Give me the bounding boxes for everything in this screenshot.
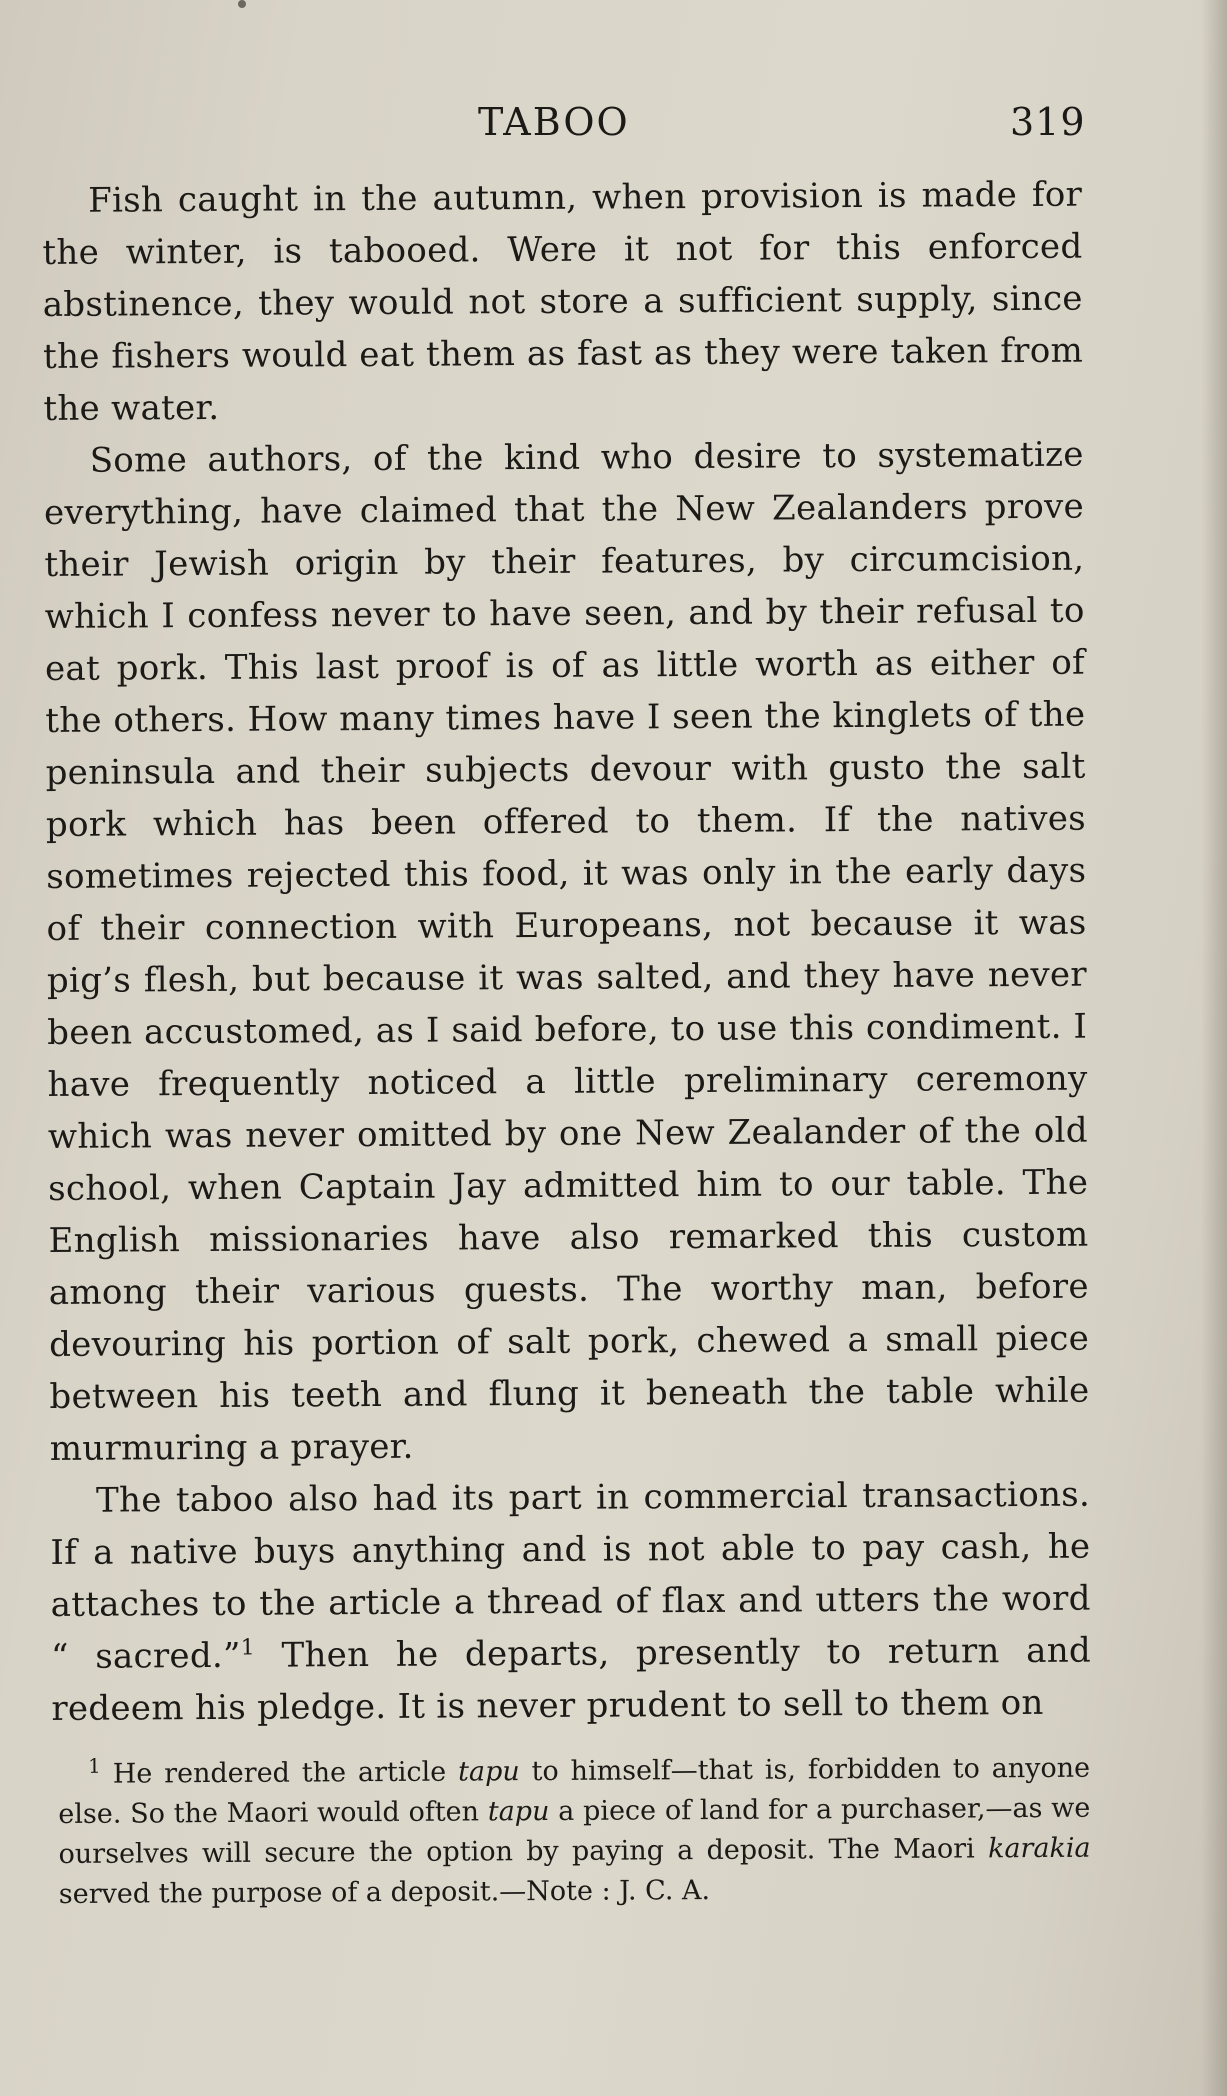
footnote-segment: to himself—that is, forbidden to anyone else. So the Maori would often <box>58 1752 1091 1830</box>
footnote-italic-term: tapu <box>457 1756 520 1788</box>
running-head: TABOO <box>478 100 630 144</box>
footnote-segment: served the purpose of a deposit.—Note : J. C. A. <box>58 1875 711 1910</box>
footnote-italic-term: tapu <box>487 1795 550 1828</box>
paragraph-text-start: The taboo also had its part in commercial transactions. If a native buys anything and is not able to pay cash, he attaches to the article a thread of flax and utters the word “ sacred.” <box>50 1474 1091 1677</box>
footnote-marker: 1 <box>87 1753 101 1778</box>
ink-speck <box>238 0 246 8</box>
page-number: 319 <box>1010 100 1086 144</box>
footnote-reference: 1 <box>240 1635 256 1661</box>
footnote-text <box>58 1749 1091 1915</box>
paragraph-jewish-origin: Some authors, of the kind who desire to systematize everything, have claimed that the New Zealanders prove their Jewish origin by their features, by circumcision, which I confess never to have seen, and by their refusal to eat pork. This last proof is of as little worth as either of the others. How many times have I seen the kinglets of the peninsula and their subjects devour with gusto the salt pork which has been offered to them. If the natives sometimes rejected this food, it was only in the early days of their connection with Europeans, not because it was pig’s flesh, but because it was salted, and they have never been accustomed, as I said before, to use this condiment. I have frequently noticed a little preliminary ceremony which was never omitted by one New Zealander of the old school, when Captain Jay admitted him to our table. The English missionaries have also remarked this custom among their various guests. The worthy man, before devouring his portion of salt pork, chewed a small piece between his teeth and flung it beneath the table while murmuring a prayer. <box>43 434 1090 1469</box>
footnote-segment: He rendered the article <box>100 1756 459 1790</box>
footnote-segment: a piece of land for a purchaser,—as we ourselves will secure the option by paying a deposit. The Maori <box>58 1792 1091 1870</box>
paragraph-fish-taboo: Fish caught in the autumn, when provision is made for the winter, is tabooed. Were it not for this enforced abstinence, they would not store a sufficient supply, since the fishers would eat them as fast as they were taken from the water. <box>42 174 1084 429</box>
page-header <box>0 92 1227 152</box>
footnote <box>58 1749 1091 1915</box>
footnote-italic-term: karakia <box>987 1832 1091 1865</box>
paragraph-text-end: Then he departs, presently to return and redeem his pledge. It is never prudent to sell to them on <box>51 1630 1092 1729</box>
paragraph-commercial-taboo <box>50 1469 1092 1735</box>
body-text <box>42 169 1092 1735</box>
